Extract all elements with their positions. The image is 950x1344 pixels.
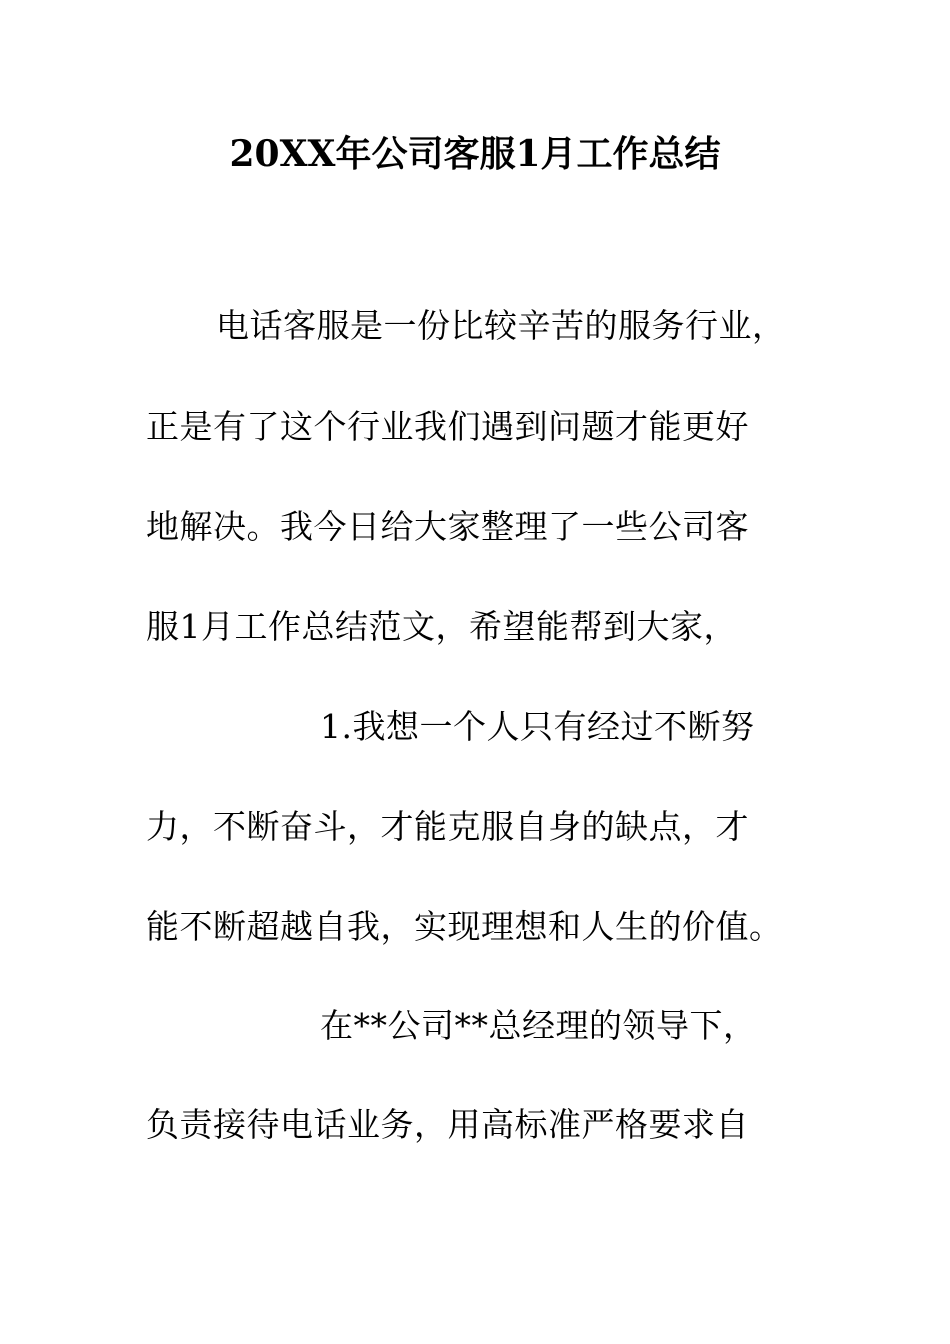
- paragraph-line: 在**公司**总经理的领导下，: [320, 1006, 757, 1045]
- paragraph-line: 1.我想一个人只有经过不断努: [320, 707, 755, 746]
- paragraph-line: 正是有了这个行业我们遇到问题才能更好: [146, 407, 749, 446]
- paragraph-line: 电话客服是一份比较辛苦的服务行业，: [216, 306, 786, 345]
- paragraph-line: 能不断超越自我，实现理想和人生的价值。: [146, 907, 783, 946]
- paragraph-line: 地解决。我今日给大家整理了一些公司客: [146, 507, 749, 546]
- paragraph-line: 负责接待电话业务，用高标准严格要求自: [146, 1105, 749, 1144]
- paragraph-line: 服1月工作总结范文，希望能帮到大家，: [146, 607, 737, 646]
- document-title: 20XX年公司客服1月工作总结: [229, 133, 721, 175]
- paragraph-line: 力，不断奋斗，才能克服自身的缺点，才: [146, 807, 749, 846]
